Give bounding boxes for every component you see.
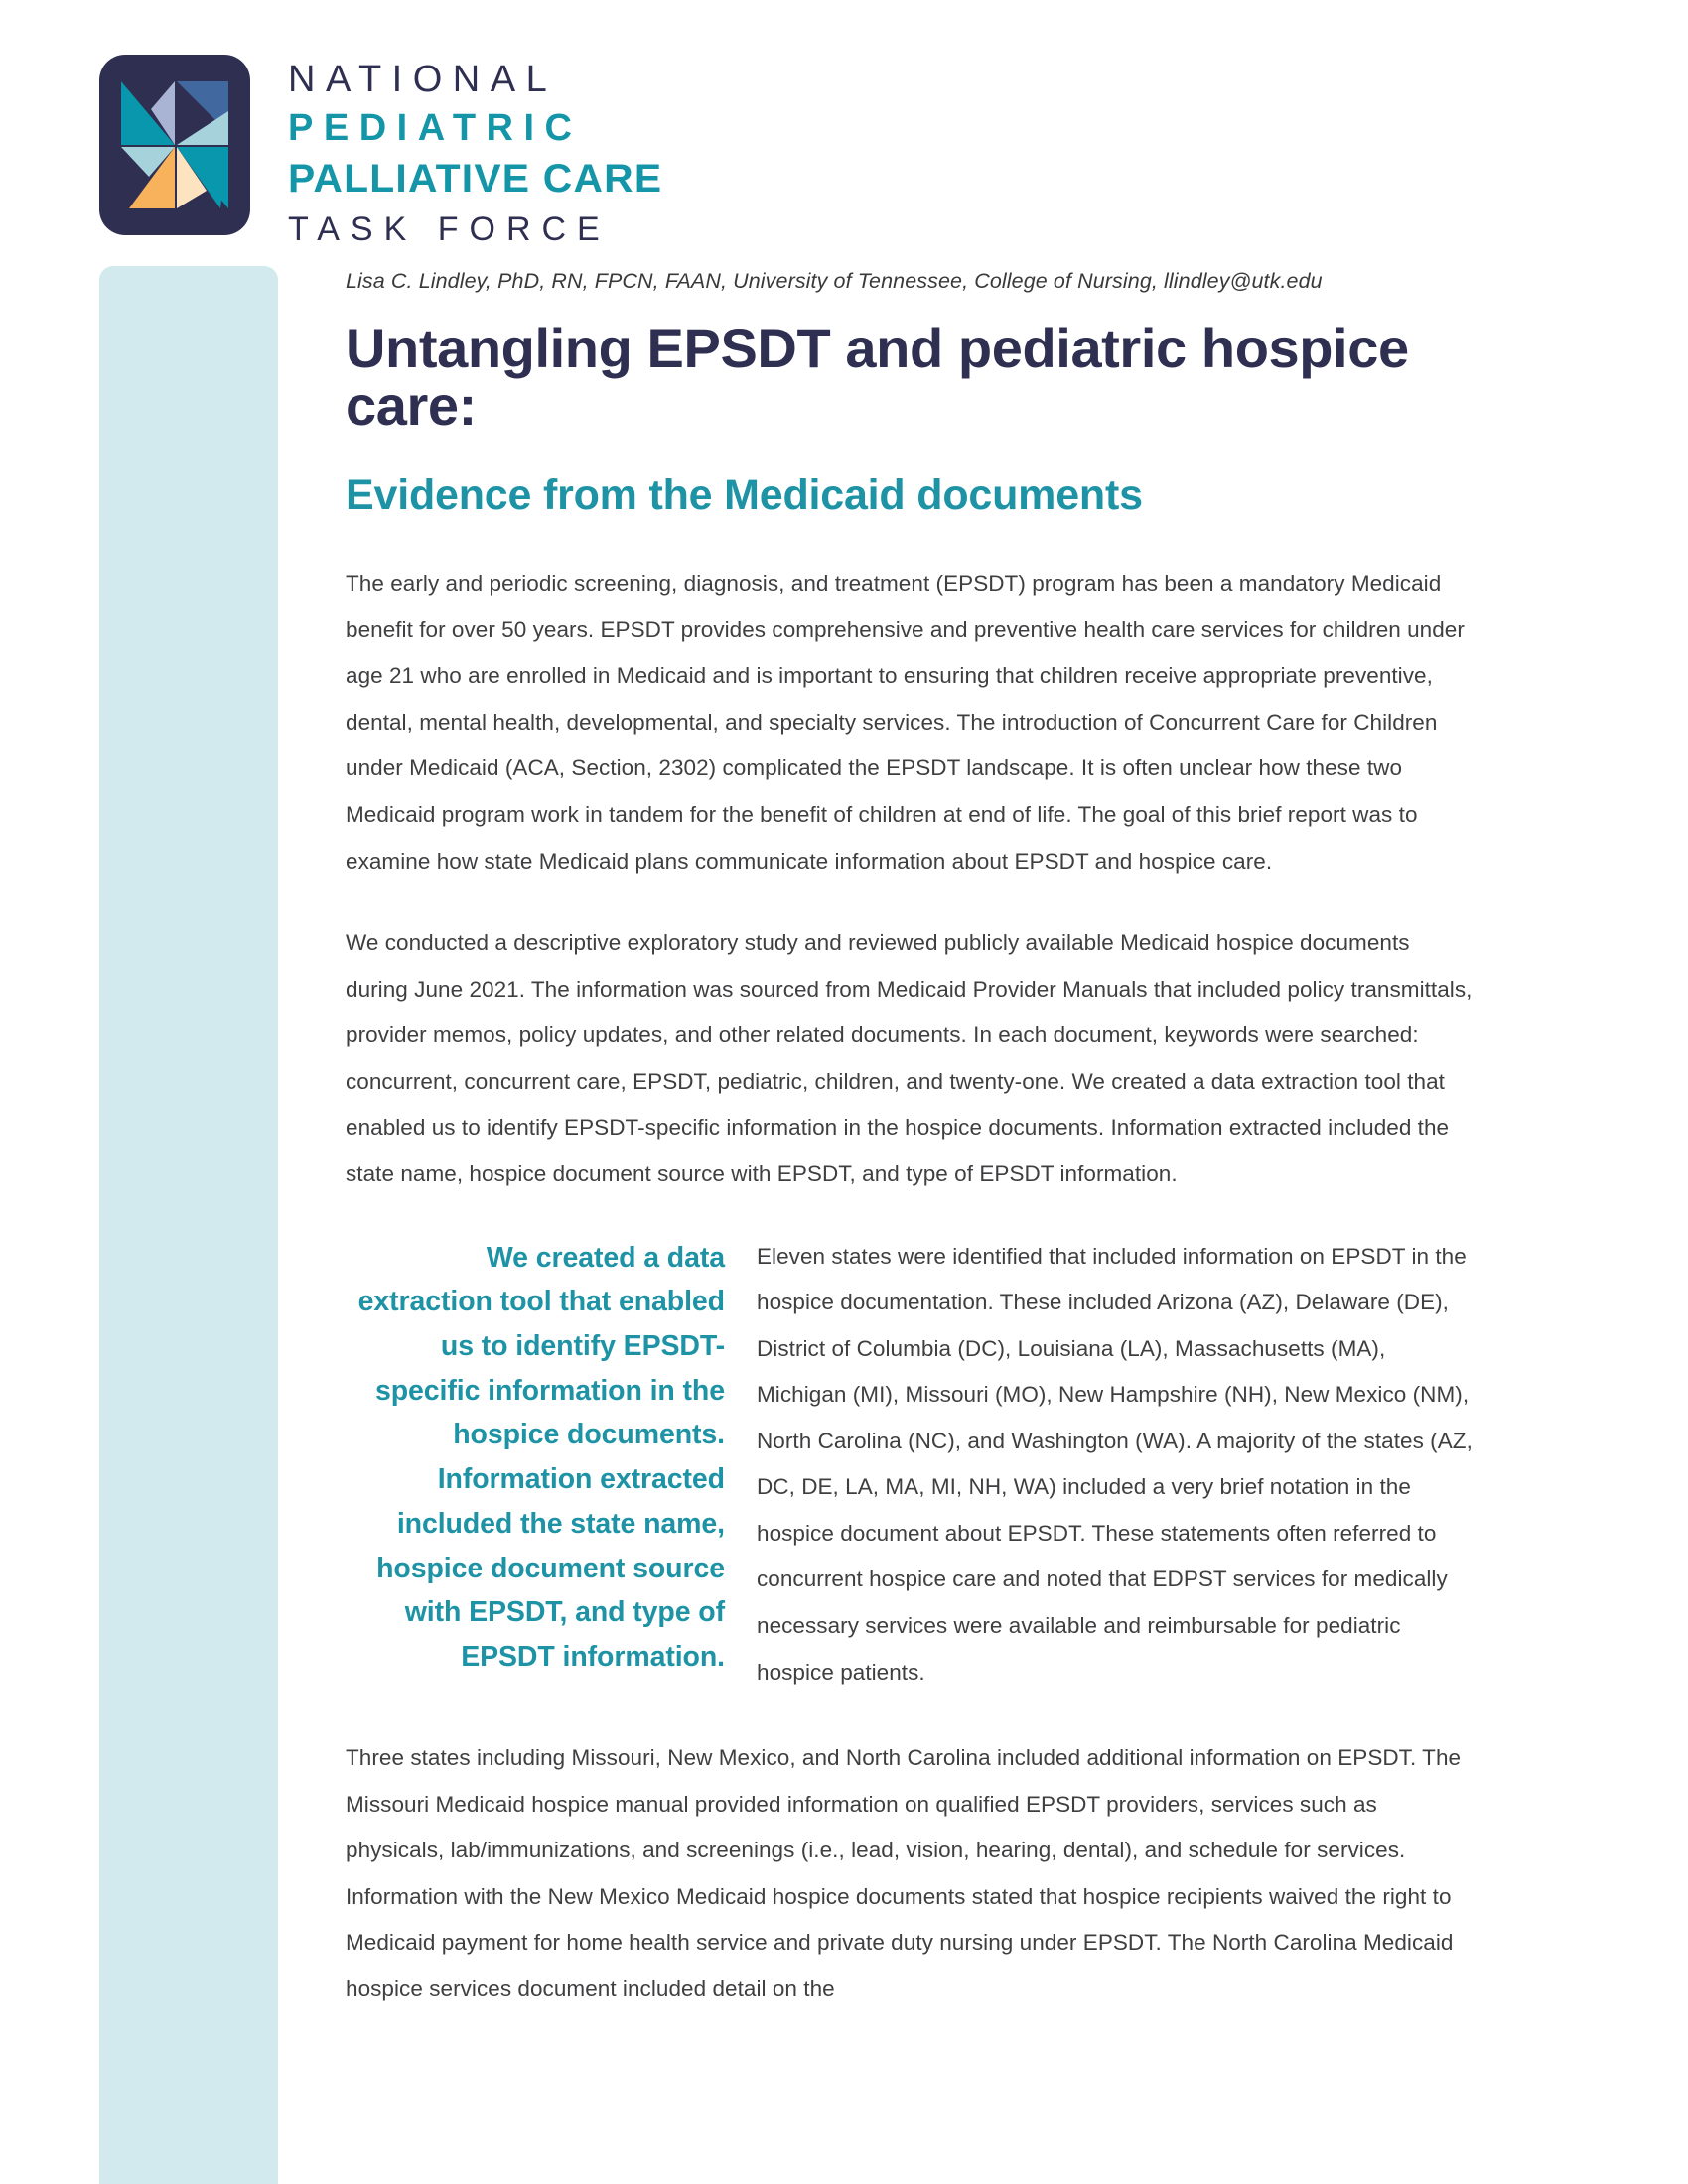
body-paragraph-2: We conducted a descriptive exploratory study and reviewed publicly available Medicaid hospice documents during June 2021. The information was sourced from Medicaid Provider Manuals that included policy transmittals, provider memos, policy updates, and other related documents. In each document, keywords were searched: concurrent, concurrent care, EPSDT, pediatric, children, and twenty-one. We created a data extraction tool that enabled us to identify EPSDT-specific information in the hospice documents. Information extracted included the state name, hospice document source with EPSDT, and type of EPSDT information. bbox=[346, 930, 1473, 1186]
left-accent-band bbox=[99, 266, 278, 2184]
logo-line-palliative-care: PALLIATIVE CARE bbox=[288, 157, 663, 201]
logo-line-task-force: TASK FORCE bbox=[288, 210, 611, 248]
body-paragraph-3: Eleven states were identified that included information on EPSDT in the hospice documentation. These included Arizona (AZ), Delaware (DE), District of Columbia (DC), Louisiana (LA), Massachusetts (MA), Michigan (MI), Missouri (MO), New Hampshire (NH), New Mexico (NM), North Carolina (NC), and Washington (WA). A majority of the states (AZ, DC, DE, LA, MA, MI, NH, WA) included a very brief notation in the hospice document about EPSDT. These statements often referred to concurrent hospice care and noted that EDPST services for medically necessary services were available and reimbursable for pediatric hospice patients. bbox=[757, 1243, 1473, 1685]
page-title: Untangling EPSDT and pediatric hospice care: bbox=[346, 316, 1409, 438]
page-subtitle: Evidence from the Medicaid documents bbox=[346, 471, 1143, 519]
pinwheel-logo-icon bbox=[99, 55, 250, 235]
body-paragraph-1: The early and periodic screening, diagnosis, and treatment (EPSDT) program has been a mandatory Medicaid benefit for over 50 years. EPSDT provides comprehensive and preventive health care services for children under age 21 who are enrolled in Medicaid and is important to ensuring that children receive appropriate preventive, dental, mental health, developmental, and specialty services. The introduction of Concurrent Care for Children under Medicaid (ACA, Section, 2302) complicated the EPSDT landscape. It is often unclear how these two Medicaid program work in tandem for the benefit of children at end of life. The goal of this brief report was to examine how state Medicaid plans communicate information about EPSDT and hospice care. bbox=[346, 571, 1465, 874]
body-paragraph-4: Three states including Missouri, New Mexico, and North Carolina included additional information on EPSDT. The Missouri Medicaid hospice manual provided information on qualified EPSDT providers, services such as physicals, lab/immunizations, and screenings (i.e., lead, vision, hearing, dental), and schedule for services. Information with the New Mexico Medicaid hospice documents stated that hospice recipients waived the right to Medicaid payment for home health service and private duty nursing under EPSDT. The North Carolina Medicaid hospice services document included detail on the bbox=[346, 1745, 1462, 2001]
pinwheel-icon bbox=[121, 81, 228, 208]
logo-wordmark bbox=[288, 55, 663, 248]
pullquote: We created a data extraction tool that enabled us to identify EPSDT-specific information in the hospice documents. Information extracted included the state name, hospice document source with EPSDT, and type of EPSDT information. bbox=[357, 1241, 725, 1674]
article-content bbox=[346, 268, 1476, 2035]
logo-line-pediatric: PEDIATRIC bbox=[288, 107, 583, 149]
pullquote-row bbox=[346, 1234, 1476, 1697]
author-byline: Lisa C. Lindley, PhD, RN, FPCN, FAAN, University of Tennessee, College of Nursing, llindley@utk.edu bbox=[346, 269, 1323, 293]
logo-line-national: NATIONAL bbox=[288, 59, 558, 100]
organization-logo bbox=[99, 55, 663, 248]
